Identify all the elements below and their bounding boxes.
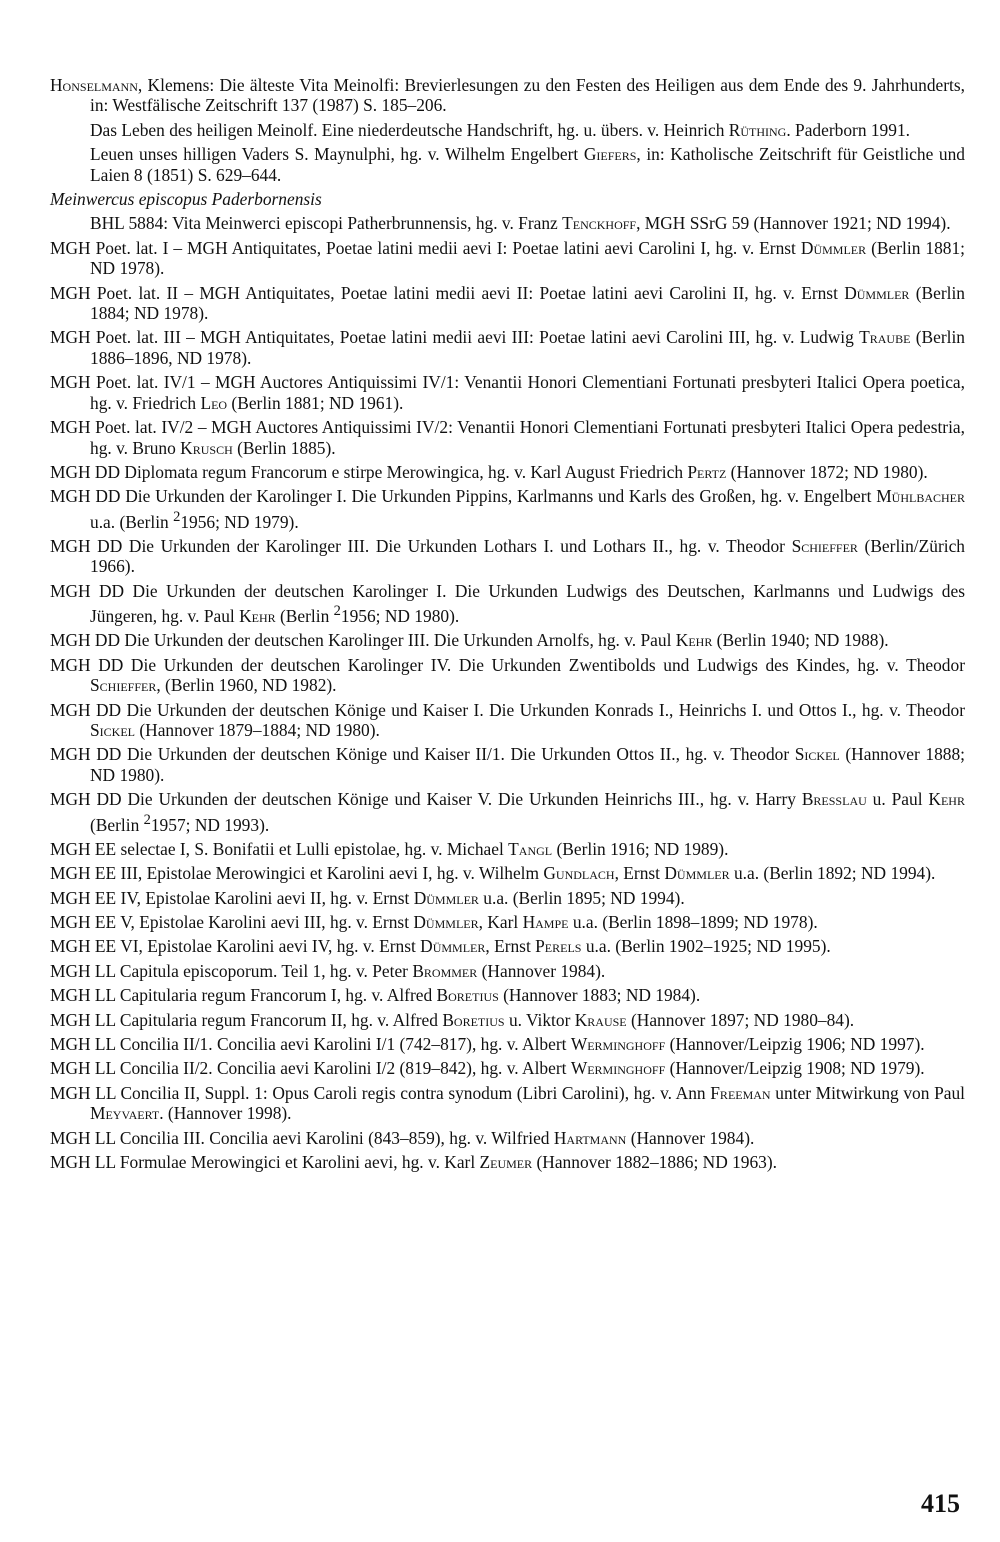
entry-text: , Karl — [478, 912, 523, 933]
author-name: Dümmler — [420, 936, 486, 957]
author-name: Krause — [574, 1009, 627, 1030]
author-name: Perels — [535, 936, 582, 957]
bibliography-entry — [50, 744, 965, 785]
entry-text: (Berlin — [90, 814, 144, 835]
entry-text: . Paderborn 1991. — [786, 119, 910, 140]
bibliography-entry — [50, 213, 965, 233]
entry-text: Leuen unses hilligen Vaders S. Maynulphi, hg. v. Wilhelm Engelbert — [90, 144, 584, 165]
bibliography-entry — [50, 462, 965, 482]
author-name: Freeman — [710, 1082, 771, 1103]
bibliography-entry — [50, 417, 965, 458]
author-name: Boretius — [442, 1009, 505, 1030]
entry-text: Das Leben des heiligen Meinolf. Eine niederdeutsche Handschrift, hg. u. übers. v. Heinrich — [90, 119, 729, 140]
author-name: Kehr — [239, 605, 276, 626]
entry-text: MGH Poet. lat. II – MGH Antiquitates, Poetae latini medii aevi II: Poetae latini aevi Carolini II, hg. v. Ernst — [50, 282, 845, 303]
entry-text: Meinwercus episcopus Paderbornensis — [50, 189, 322, 210]
entry-text: u.a. (Berlin 1892; ND 1994). — [729, 863, 936, 884]
author-name: Tenckhoff — [562, 213, 637, 234]
author-name: Dümmler — [413, 887, 479, 908]
entry-text: MGH LL Capitula episcoporum. Teil 1, hg. v. Peter — [50, 960, 413, 981]
entry-text: MGH DD Die Urkunden der deutschen Karolinger IV. Die Urkunden Zwentibolds und Ludwigs des Kindes, hg. v. Theodor — [50, 654, 965, 675]
bibliography-entry — [50, 1058, 965, 1078]
bibliography-entry — [50, 630, 965, 650]
entry-text: (Berlin 1916; ND 1989). — [552, 838, 729, 859]
author-name: Leo — [200, 392, 228, 413]
author-name: Boretius — [436, 985, 499, 1006]
bibliography-entry — [50, 912, 965, 932]
author-name: Giefers — [583, 144, 637, 165]
entry-text: MGH EE VI, Epistolae Karolini aevi IV, hg. v. Ernst — [50, 936, 421, 957]
author-name: Hampe — [522, 912, 569, 933]
bibliography-entry — [50, 1128, 965, 1148]
author-name: Dümmler — [664, 863, 730, 884]
bibliography-entry — [50, 936, 965, 956]
bibliography-entry — [50, 700, 965, 741]
entry-text: (Hannover/Leipzig 1908; ND 1979). — [665, 1058, 925, 1079]
entry-text: (Hannover 1872; ND 1980). — [726, 461, 928, 482]
entry-text: MGH EE selectae I, S. Bonifatii et Lulli epistolae, hg. v. Michael — [50, 838, 509, 859]
entry-text: MGH LL Concilia III. Concilia aevi Karolini (843–859), hg. v. Wilfried — [50, 1127, 554, 1148]
entry-text: MGH LL Capitularia regum Francorum II, hg. v. Alfred — [50, 1009, 443, 1030]
entry-text: , in: Katholische Zeitschrift für Geistliche und Laien 8 (1851) S. 629–644. — [90, 144, 965, 185]
bibliography-entry — [50, 1083, 965, 1124]
author-name: Traube — [859, 327, 911, 348]
entry-text: 1957; ND 1993). — [150, 814, 270, 835]
entry-text: (Hannover 1984). — [477, 960, 606, 981]
entry-text: MGH DD Die Urkunden der deutschen Könige und Kaiser V. Die Urkunden Heinrichs III., hg. v. Harry — [50, 789, 802, 810]
author-name: Honselmann — [50, 75, 138, 95]
author-name: Zeumer — [479, 1152, 533, 1173]
bibliography-entry — [50, 75, 965, 116]
entry-text: , Ernst — [485, 936, 536, 957]
entry-text: u.a. (Berlin 1895; ND 1994). — [478, 887, 685, 908]
entry-text: (Berlin — [275, 605, 334, 626]
author-name: Sickel — [90, 719, 135, 740]
entry-text: MGH EE IV, Epistolae Karolini aevi II, hg. v. Ernst — [50, 887, 414, 908]
entry-text: 1956; ND 1980). — [340, 605, 460, 626]
author-name: Mühlbacher — [876, 486, 965, 507]
entry-text: (Hannover 1897; ND 1980–84). — [626, 1009, 855, 1030]
bibliography-entry — [50, 655, 965, 696]
bibliography-entry — [50, 1034, 965, 1054]
entry-text: MGH LL Capitularia regum Francorum I, hg. v. Alfred — [50, 985, 437, 1006]
entry-text: (Berlin 1881; ND 1961). — [227, 392, 404, 413]
bibliography-entry — [50, 985, 965, 1005]
bibliography-entry — [50, 789, 965, 835]
entry-text: u. Paul — [866, 789, 929, 810]
entry-text: (Hannover 1883; ND 1984). — [498, 985, 701, 1006]
author-name: Werminghoff — [570, 1058, 666, 1079]
section-heading — [50, 189, 965, 209]
author-name: Werminghoff — [570, 1034, 666, 1055]
bibliography-entry — [50, 327, 965, 368]
entry-text: MGH LL Formulae Merowingici et Karolini aevi, hg. v. Karl — [50, 1152, 480, 1173]
bibliography-entry — [50, 1010, 965, 1030]
entry-text: MGH EE V, Epistolae Karolini aevi III, hg. v. Ernst — [50, 912, 414, 933]
bibliography-page — [50, 75, 965, 1176]
edition-superscript: 2 — [333, 603, 341, 620]
entry-text: MGH DD Die Urkunden der deutschen Könige und Kaiser I. Die Urkunden Konrads I., Heinrichs I. und Ottos I., hg. v. Theodor — [50, 699, 965, 720]
entry-text: MGH Poet. lat. III – MGH Antiquitates, Poetae latini medii aevi III: Poetae latini aevi Carolini III, hg. v. Ludwig — [50, 327, 860, 348]
author-name: Dümmler — [844, 282, 910, 303]
entry-text: MGH LL Concilia II/2. Concilia aevi Karolini I/2 (819–842), hg. v. Albert — [50, 1058, 571, 1079]
bibliography-entry — [50, 486, 965, 532]
bibliography-entry — [50, 863, 965, 883]
entry-text: MGH EE III, Epistolae Merowingici et Karolini aevi I, hg. v. Wilhelm — [50, 863, 544, 884]
entry-text: (Hannover 1888; ND 1980). — [90, 744, 965, 785]
entry-text: MGH Poet. lat. IV/2 – MGH Auctores Antiquissimi IV/2: Venantii Honori Clementiani Fortunati presbyteri Italici Opera pedestria, hg. v. Bruno — [50, 417, 965, 458]
bibliography-entry — [50, 144, 965, 185]
entry-text: . (Hannover 1998). — [159, 1103, 292, 1124]
entry-text: (Hannover 1879–1884; ND 1980). — [135, 719, 380, 740]
author-name: Gundlach — [543, 863, 615, 884]
entry-text: MGH DD Die Urkunden der Karolinger I. Die Urkunden Pippins, Karlmanns und Karls des Großen, hg. v. Engelbert — [50, 486, 877, 507]
bibliography-entry — [50, 888, 965, 908]
author-name: Hartmann — [553, 1127, 627, 1148]
entry-text: (Hannover 1882–1886; ND 1963). — [532, 1152, 778, 1173]
author-name: Brommer — [412, 960, 478, 981]
author-name: Schieffer — [791, 535, 858, 556]
entry-text: MGH DD Die Urkunden der Karolinger III. Die Urkunden Lothars I. und Lothars II., hg. v. Theodor — [50, 535, 792, 556]
entry-text: BHL 5884: Vita Meinwerci episcopi Patherbrunnensis, hg. v. Franz — [90, 213, 563, 234]
entry-text: (Hannover 1984). — [626, 1127, 755, 1148]
bibliography-entry — [50, 581, 965, 627]
bibliography-entry — [50, 1152, 965, 1172]
entry-text: (Berlin 1940; ND 1988). — [712, 630, 889, 651]
entry-text: u.a. (Berlin 1898–1899; ND 1978). — [568, 912, 818, 933]
bibliography-entry — [50, 961, 965, 981]
author-name: Tangl — [508, 838, 553, 859]
bibliography-entry — [50, 536, 965, 577]
entry-text: u. Viktor — [504, 1009, 575, 1030]
bibliography-entry — [50, 120, 965, 140]
page-number: 415 — [921, 1489, 960, 1518]
entry-text: MGH DD Die Urkunden der deutschen Karolinger I. Die Urkunden Ludwigs des Deutschen, Karlmanns und Ludwigs des Jüngeren, hg. v. Paul — [50, 580, 965, 626]
bibliography-list — [50, 75, 965, 1172]
author-name: Pertz — [687, 461, 727, 482]
entry-text: (Hannover/Leipzig 1906; ND 1997). — [665, 1034, 925, 1055]
entry-text: 1956; ND 1979). — [180, 511, 299, 532]
author-name: Dümmler — [800, 237, 867, 258]
entry-text: , MGH SSrG 59 (Hannover 1921; ND 1994). — [636, 213, 951, 234]
author-name: Sickel — [794, 744, 840, 765]
entry-text: (Berlin 1884; ND 1978). — [90, 282, 965, 324]
entry-text: MGH LL Concilia II, Suppl. 1: Opus Caroli regis contra synodum (Libri Carolini), hg. v. Ann — [50, 1082, 711, 1103]
entry-text: MGH Poet. lat. IV/1 – MGH Auctores Antiquissimi IV/1: Venantii Honori Clementiani Fortunati presbyteri Italici Opera poetica, hg. v. Friedrich — [50, 372, 965, 413]
bibliography-entry — [50, 839, 965, 859]
edition-superscript: 2 — [173, 508, 181, 525]
author-name: Meyvaert — [90, 1103, 160, 1124]
entry-text: (Berlin/Zürich 1966). — [90, 535, 965, 577]
entry-text: unter Mitwirkung von Paul — [770, 1082, 965, 1103]
entry-text: , Ernst — [614, 863, 665, 884]
entry-text: u.a. (Berlin — [90, 511, 174, 532]
author-name: Dümmler — [413, 912, 479, 933]
entry-text: MGH DD Die Urkunden der deutschen Könige und Kaiser II/1. Die Urkunden Ottos II., hg. v. Theodor — [50, 744, 795, 765]
edition-superscript: 2 — [143, 811, 151, 828]
entry-text: (Berlin 1885). — [232, 437, 336, 458]
entry-text: MGH LL Concilia II/1. Concilia aevi Karolini I/1 (742–817), hg. v. Albert — [50, 1034, 571, 1055]
author-name: Bresslau — [801, 789, 867, 810]
entry-text: , (Berlin 1960, ND 1982). — [156, 675, 337, 696]
entry-text: (Berlin 1881; ND 1978). — [90, 237, 965, 279]
author-name: Rüthing — [728, 119, 787, 140]
bibliography-entry — [50, 283, 965, 324]
author-name: Krusch — [180, 437, 233, 458]
entry-text: MGH Poet. lat. I – MGH Antiquitates, Poetae latini medii aevi I: Poetae latini aevi Carolini I, hg. v. Ernst — [50, 237, 801, 258]
bibliography-entry — [50, 372, 965, 413]
entry-text: (Berlin 1886–1896, ND 1978). — [90, 327, 966, 368]
entry-text: , Klemens: Die älteste Vita Meinolfi: Brevierlesungen zu den Festen des Heiligen aus dem Ende des 9. Jahrhunderts, in: Westfälische Zeitschrift 137 (1987) S. 185–206. — [90, 75, 965, 116]
bibliography-entry — [50, 238, 965, 279]
entry-text: MGH DD Die Urkunden der deutschen Karolinger III. Die Urkunden Arnolfs, hg. v. Paul — [50, 630, 676, 651]
author-name: Kehr — [675, 630, 713, 651]
entry-text: MGH DD Diplomata regum Francorum e stirpe Merowingica, hg. v. Karl August Friedrich — [50, 461, 688, 482]
author-name: Schieffer — [90, 675, 157, 696]
author-name: Kehr — [928, 789, 965, 810]
entry-text: u.a. (Berlin 1902–1925; ND 1995). — [581, 936, 831, 957]
